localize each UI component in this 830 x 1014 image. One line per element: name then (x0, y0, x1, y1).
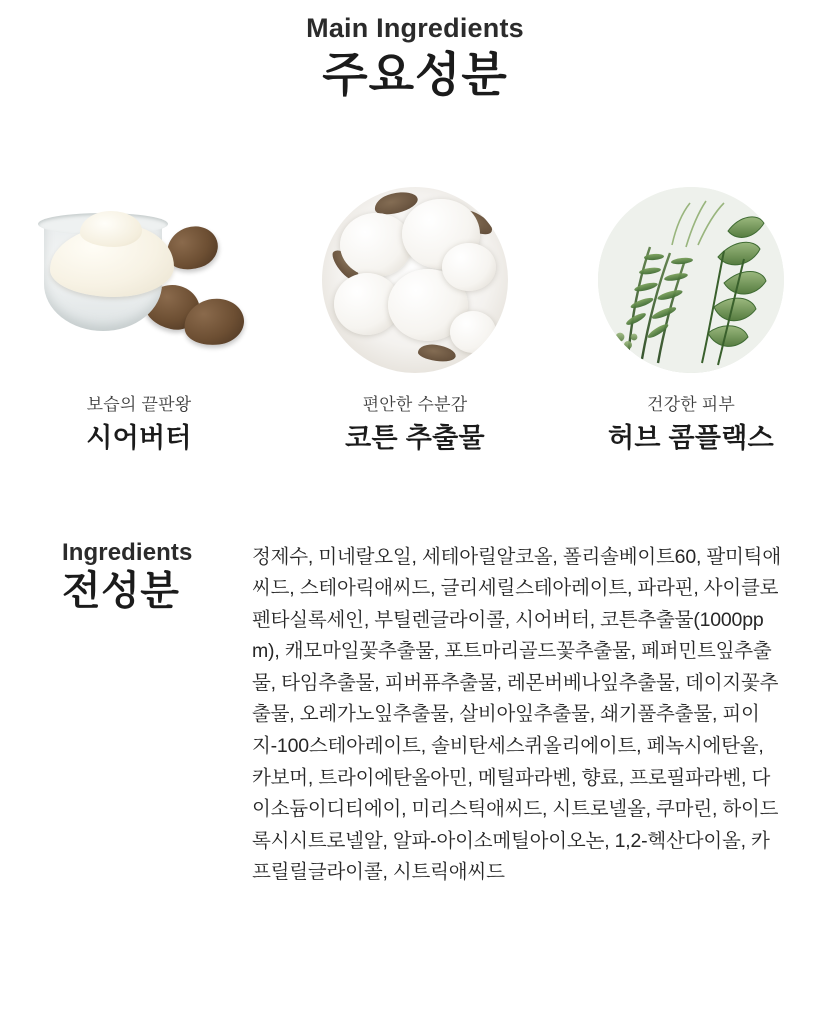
shea-butter-illustration (34, 187, 244, 372)
full-ingredients-section (0, 536, 830, 889)
cotton-boll-icon (450, 311, 496, 353)
butter-scoop-icon (50, 225, 174, 297)
herb-leaves-icon (598, 187, 784, 373)
cotton-boll-icon (442, 243, 496, 291)
ingredient-subtitle: 건강한 피부 (646, 394, 736, 414)
herb-illustration (598, 187, 784, 373)
ingredient-name: 허브 콤플랙스 (607, 422, 775, 453)
ingredient-card-shea-butter (1, 180, 277, 456)
ingredient-name: 코튼 추출물 (345, 422, 485, 453)
ingredient-name: 시어버터 (86, 422, 192, 453)
shea-butter-photo (1, 180, 277, 380)
glass-bowl-icon (44, 219, 162, 331)
full-ingredients-label-korean: 전성분 (62, 568, 180, 613)
ingredient-subtitle: 편안한 수분감 (362, 394, 468, 414)
page-title-korean: 주요성분 (322, 47, 508, 101)
full-ingredients-text: 정제수, 미네랄오일, 세테아릴알코올, 폴리솔베이트60, 팔미틱애씨드, 스테아릭애씨드, 글리세릴스테아레이트, 파라핀, 사이클로펜타실록세인, 부틸렌글라이콜, 시어버터, 코튼추출물(1000ppm), 캐모마일꽃추출물, 포트마리골드꽃추출물, 페퍼민트잎추출물, 타임추출물, 피버퓨추출물, 레몬버베나잎추출물, 데이지꽃추출물, 오레가노잎추출물, 살비아잎추출물, 쇄기풀추출물, 피이지-100스테아레이트, 솔비탄세스퀴올리에이트, 페녹시에탄올, 카보머, 트라이에탄올아민, 메틸파라벤, 향료, 프로필파라벤, 다이소듐이디티에이, 미리스틱애씨드, 시트로넬올, 쿠마린, 하이드록시시트로넬알, 알파-아이소메틸아이오논, 1,2-헥산다이올, 카프릴릴글라이콜, 시트릭애씨드 (252, 545, 781, 884)
herb-complex-photo (553, 180, 829, 380)
cotton-extract-photo (277, 180, 553, 380)
cotton-illustration (322, 187, 508, 373)
full-ingredients-label (62, 536, 252, 889)
full-ingredients-label-english: Ingredients (62, 538, 193, 566)
page-header (0, 0, 830, 102)
cotton-husk-icon (417, 342, 457, 363)
page-title-english: Main Ingredients (306, 13, 524, 43)
ingredient-card-herb-complex (553, 180, 829, 456)
ingredient-subtitle: 보습의 끝판왕 (86, 394, 192, 414)
cotton-boll-icon (340, 213, 412, 277)
ingredient-card-cotton-extract (277, 180, 553, 456)
ingredient-card-list (0, 180, 830, 456)
